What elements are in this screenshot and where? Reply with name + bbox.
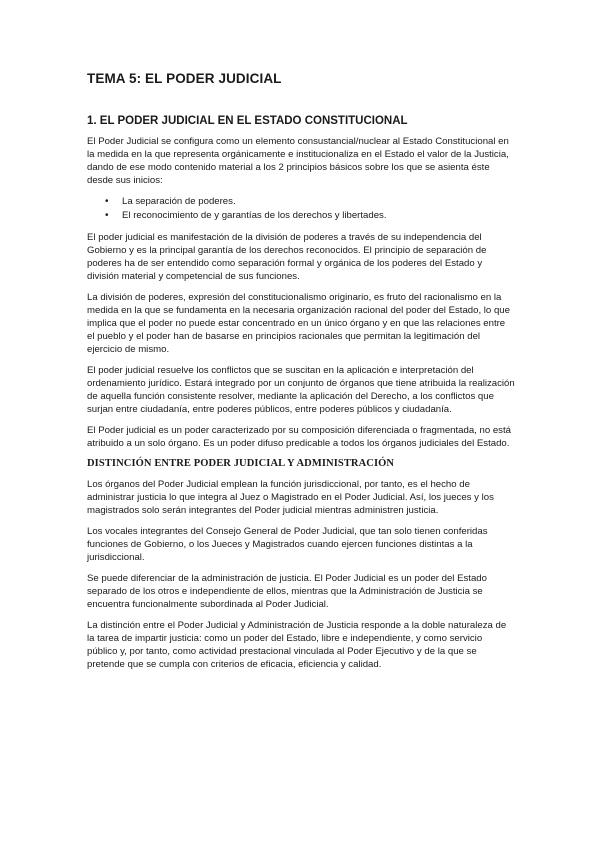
paragraph: Se puede diferenciar de la administración de justicia. El Poder Judicial es un poder del Estado separado de los otros e independiente de ellos, mientras que la Administración de Justicia se encuentra funcionalmente subordinada al Poder Judicial. [87,573,487,610]
document-body [87,60,515,679]
document-title: TEMA 5: EL PODER JUDICIAL [87,71,282,86]
section-heading-2: DISTINCIÓN ENTRE PODER JUDICIAL Y ADMINISTRACIÓN [87,458,395,469]
paragraph: El poder judicial es manifestación de la división de poderes a través de su independencia del Gobierno y es la principal garantía de los derechos reconocidos. El principio de separación de poderes ha de ser entendido como separación formal y orgánica de los poderes del Estado y división material y competencial de sus funciones. [87,232,487,282]
paragraph: La distinción entre el Poder Judicial y Administración de Justicia responde a la doble naturaleza de la tarea de impartir justicia: como un poder del Estado, libre e independiente, y como servicio público y, por tanto, como actividad prestacional vinculada al Poder Ejecutivo y de la que se pretende que se cumpla con criterios de eficacia, eficiencia y calidad. [87,620,507,670]
principles-list [87,195,515,223]
paragraph: El poder judicial resuelve los conflictos que se suscitan en la aplicación e interpretación del ordenamiento jurídico. Estará integrado por un conjunto de órganos que tiene atribuida la realización de aquella función consistente resolver, mediante la aplicación del Derecho, a los conflictos que surjan entre ciudadanía, entre poderes públicos, entre poderes públicos y ciudadanía. [87,365,515,415]
paragraph: La división de poderes, expresión del constitucionalismo originario, es fruto del racionalismo en la medida en la que se fundamenta en la necesaria organización racional del poder del Estado, lo que implica que el poder no puede estar concentrado en un único órgano y en que las relaciones entre el pueblo y el poder han de basarse en principios racionales que permitan la legitimación del ejercicio de mismo. [87,292,510,355]
list-item: • El reconocimiento de y garantías de los derechos y libertades. [87,209,515,223]
paragraph: El Poder judicial es un poder caracterizado por su composición diferenciada o fragmentada, no está atribuido a un solo órgano. Es un poder difuso predicable a todos los órganos judiciales del Estado. [87,425,511,449]
paragraph: Los órganos del Poder Judicial emplean la función jurisdiccional, por tanto, es el hecho de administrar justicia lo que integra al Juez o Magistrado en el Poder Judicial. Así, los jueces y los magistrados solo serán integrantes del Poder judicial mientras administren justicia. [87,479,494,516]
section1-intro-paragraph: El Poder Judicial se configura como un elemento consustancial/nuclear al Estado Constitucional en la medida en la que representa orgánicamente e institucionaliza en el Estado el valor de la Justicia, dando de ese modo contenido material a los 2 principios básicos sobre los que se asienta éste desde sus inicios: [87,136,509,186]
list-item: • La separación de poderes. [87,195,515,209]
paragraph: Los vocales integrantes del Consejo General de Poder Judicial, que tan solo tienen conferidas funciones de Gobierno, o los Jueces y Magistrados cuando ejercen funciones distintas a la jurisdiccional. [87,526,488,563]
section-heading-1: 1. EL PODER JUDICIAL EN EL ESTADO CONSTITUCIONAL [87,115,408,127]
